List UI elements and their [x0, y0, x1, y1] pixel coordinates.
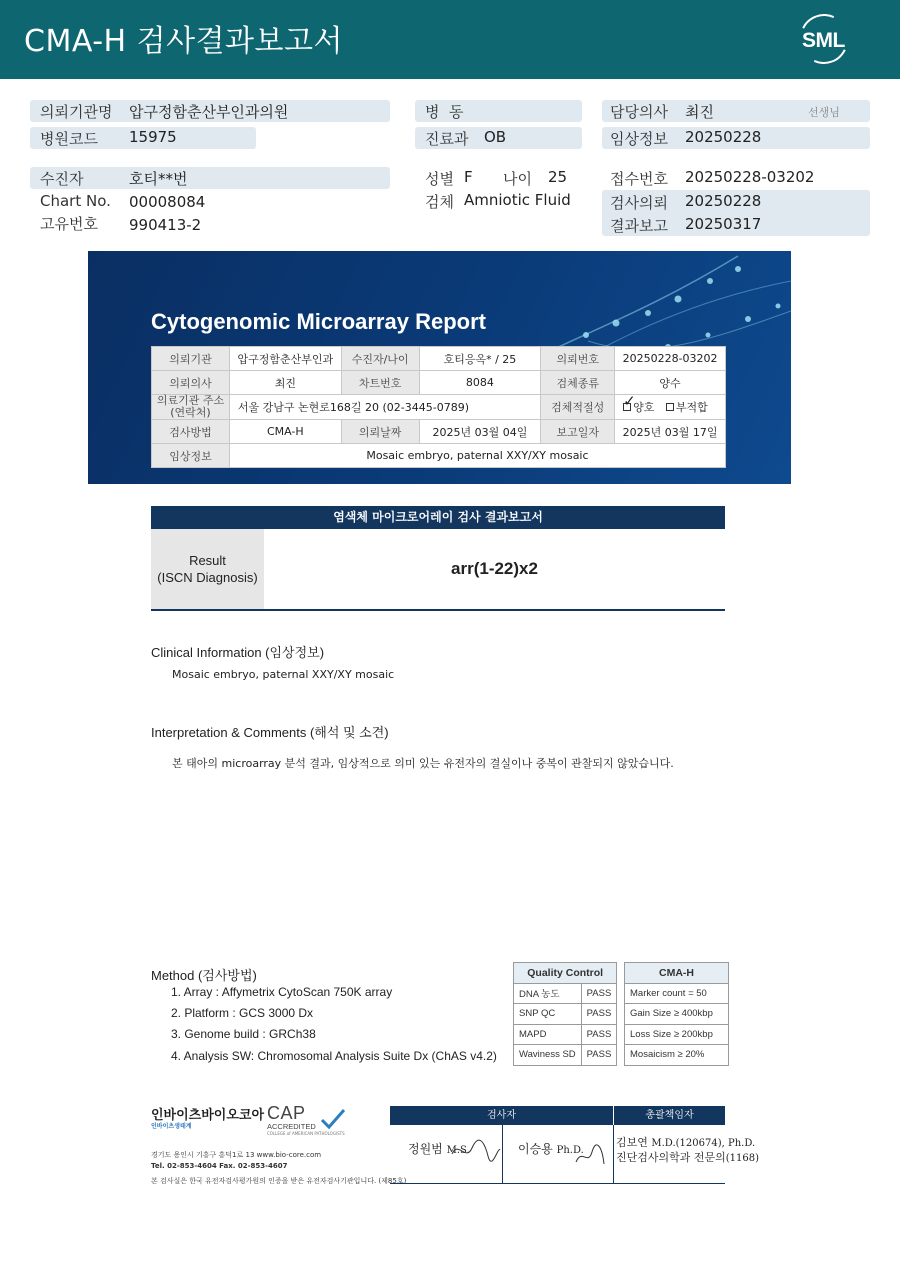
result-value: arr(1-22)x2: [451, 559, 538, 578]
table-row: [625, 983, 729, 1004]
examiner2-name: 이승용 Ph.D.: [518, 1142, 584, 1156]
cmah-title: CMA-H: [625, 963, 729, 984]
result-label-line1: Result: [189, 553, 226, 568]
patient-label: 수진자: [40, 170, 84, 188]
cap-title: CAP: [267, 1103, 306, 1123]
header-bar: [0, 0, 900, 79]
table-row: [514, 1045, 617, 1066]
checkmark-icon: [320, 1108, 346, 1130]
cma-report-banner: [88, 251, 791, 484]
sex-label: 성별: [425, 170, 454, 188]
examiner1-name: 정원범 M.S.: [408, 1142, 470, 1156]
signature-scribble: [448, 1136, 502, 1166]
qc-result: PASS: [581, 1045, 617, 1066]
signature-table: [390, 1106, 760, 1184]
banner-cell: 의뢰번호: [541, 347, 615, 371]
table-row: [625, 1024, 729, 1045]
doctor-suffix: 선생님: [808, 106, 840, 119]
qc-result: PASS: [581, 983, 617, 1004]
chart-value: 00008084: [129, 193, 206, 211]
cmah-criterion: Mosaicism ≥ 20%: [625, 1045, 729, 1066]
request-label: 검사의뢰: [610, 194, 668, 212]
chief-title: 진단검사의학과 전문의(1168): [616, 1151, 760, 1164]
method-item: 3. Genome build : GRCh38: [171, 1027, 316, 1041]
banner-cell: 차트번호: [341, 371, 419, 395]
banner-cell: [152, 395, 230, 420]
unique-label: 고유번호: [40, 215, 98, 233]
method-item: 2. Platform : GCS 3000 Dx: [171, 1006, 314, 1020]
banner-cell: 최진: [229, 371, 341, 395]
report-title: CMA-H 검사결과보고서: [24, 24, 343, 59]
chief-header: 총괄책임자: [614, 1106, 725, 1125]
cma-h-criteria-table: [624, 962, 729, 1066]
hospital-code-label: 병원코드: [40, 130, 98, 148]
chart-label: Chart No.: [40, 192, 111, 210]
receipt-value: 20250228-03202: [685, 168, 815, 186]
table-row: [152, 420, 726, 444]
specimen-value: Amniotic Fluid: [464, 191, 571, 209]
qc-name: MAPD: [514, 1024, 582, 1045]
table-row: [152, 395, 726, 420]
banner-cell: 의뢰기관: [152, 347, 230, 371]
banner-cell: 보고일자: [541, 420, 615, 444]
table-row: [152, 347, 726, 371]
hospital-code-value: 15975: [129, 128, 177, 146]
banner-cell: 호티응옥* / 25: [419, 347, 541, 371]
banner-cell: 의뢰날짜: [341, 420, 419, 444]
banner-cell: 서울 강남구 논현로168길 20 (02-3445-0789): [229, 395, 540, 420]
banner-cell: 수진자/나이: [341, 347, 419, 371]
banner-cell: 20250228-03202: [615, 347, 726, 371]
institution-label: 의뢰기관명: [40, 103, 113, 121]
result-label: [151, 529, 264, 609]
interpretation-heading: Interpretation & Comments (해석 및 소견): [151, 725, 389, 740]
request-value: 20250228: [685, 192, 762, 210]
institution-value: 압구정함춘산부인과의원: [129, 103, 289, 121]
ward-label: 병 동: [425, 103, 464, 121]
qc-name: DNA 농도: [514, 983, 582, 1004]
interpretation-text: 본 태아의 microarray 분석 결과, 임상적으로 의미 있는 유전자의 결실이나 중복이 관찰되지 않았습니다.: [172, 757, 674, 770]
banner-cell: 검체적절성: [541, 395, 615, 420]
patient-value: 호티**번: [129, 170, 188, 188]
table-row: [514, 983, 617, 1004]
age-label: 나이: [503, 170, 532, 188]
adequacy-cell: [615, 392, 726, 420]
qc-name: SNP QC: [514, 1004, 582, 1025]
table-row: [625, 1004, 729, 1025]
banner-cell: 검사방법: [152, 420, 230, 444]
sex-value: F: [464, 168, 473, 186]
banner-cell: 임상정보: [152, 444, 230, 468]
company-address: 경기도 용인시 기흥구 흥덕1로 13 www.bio-core.com: [151, 1151, 322, 1159]
qc-name: Waviness SD: [514, 1045, 582, 1066]
signature-scribble: [574, 1142, 608, 1170]
result-label-line2: (ISCN Diagnosis): [157, 570, 258, 585]
cap-sub: ACCREDITED: [267, 1122, 316, 1131]
method-heading: Method (검사방법): [151, 968, 257, 983]
unchecked-box-icon: [666, 403, 674, 411]
result-section-title: 염색체 마이크로어레이 검사 결과보고서: [151, 506, 725, 529]
contact-label: (연락처): [170, 406, 211, 419]
table-row: [625, 1045, 729, 1066]
qc-result: PASS: [581, 1024, 617, 1045]
clinical-value: 20250228: [685, 128, 762, 146]
company-logo: 인바이츠바이오코아: [151, 1108, 265, 1123]
specimen-label: 검체: [425, 193, 454, 211]
cmah-criterion: Gain Size ≥ 400kbp: [625, 1004, 729, 1025]
banner-cell: 압구정함춘산부인과: [229, 347, 341, 371]
banner-cell: 2025년 03월 04일: [419, 420, 541, 444]
quality-control-table: [513, 962, 617, 1066]
result-box: [151, 529, 725, 611]
banner-cell: 8084: [419, 371, 541, 395]
cap-tiny: COLLEGE of AMERICAN PATHOLOGISTS: [267, 1131, 345, 1136]
unique-value: 990413-2: [129, 216, 202, 234]
chief-name: 김보연 M.D.(120674), Ph.D.: [616, 1136, 756, 1149]
dept-value: OB: [484, 128, 507, 146]
doctor-label: 담당의사: [610, 103, 668, 121]
method-item: 4. Analysis SW: Chromosomal Analysis Suite Dx (ChAS v4.2): [171, 1049, 497, 1063]
qc-title: Quality Control: [514, 963, 617, 984]
doctor-value: 최진: [685, 103, 714, 121]
cmah-criterion: Marker count = 50: [625, 983, 729, 1004]
banner-cell: CMA-H: [229, 420, 341, 444]
banner-cell: Mosaic embryo, paternal XXY/XY mosaic: [229, 444, 725, 468]
table-row: [152, 371, 726, 395]
clinical-info-text: Mosaic embryo, paternal XXY/XY mosaic: [172, 668, 395, 681]
age-value: 25: [548, 168, 568, 186]
checked-box-icon: ✓: [623, 392, 636, 410]
clinical-info-heading: Clinical Information (임상정보): [151, 645, 325, 660]
report-label: 결과보고: [610, 217, 668, 235]
address-label: 의료기관 주소: [156, 394, 225, 407]
company-logo-sub: 인바이츠생태계: [151, 1123, 192, 1130]
examiner-header: 검사자: [390, 1106, 613, 1125]
clinical-label: 임상정보: [610, 130, 668, 148]
table-row: [514, 1004, 617, 1025]
adequacy-bad: 부적합: [675, 401, 708, 414]
banner-cell: 양수: [615, 371, 726, 395]
adequacy-good: 양호: [633, 401, 655, 414]
sml-logo-text: SML: [802, 29, 845, 52]
certification-note: 본 검사실은 한국 유전자검사평가원의 인증을 받은 유전자검사기관입니다. (제85호): [151, 1177, 407, 1185]
company-phone: Tel. 02-853-4604 Fax. 02-853-4607: [151, 1162, 288, 1170]
banner-info-table: [151, 346, 726, 468]
sml-logo: [796, 12, 856, 68]
banner-cell: 검체종류: [541, 371, 615, 395]
table-row: [514, 1024, 617, 1045]
dept-label: 진료과: [425, 130, 469, 148]
report-value: 20250317: [685, 215, 762, 233]
receipt-label: 접수번호: [610, 170, 668, 188]
qc-result: PASS: [581, 1004, 617, 1025]
method-item: 1. Array : Affymetrix CytoScan 750K array: [171, 985, 393, 999]
banner-title: Cytogenomic Microarray Report: [151, 309, 486, 334]
banner-cell: 2025년 03월 17일: [615, 420, 726, 444]
patient-row: [30, 167, 390, 189]
banner-cell: 의뢰의사: [152, 371, 230, 395]
table-row: [152, 444, 726, 468]
cmah-criterion: Loss Size ≥ 200kbp: [625, 1024, 729, 1045]
